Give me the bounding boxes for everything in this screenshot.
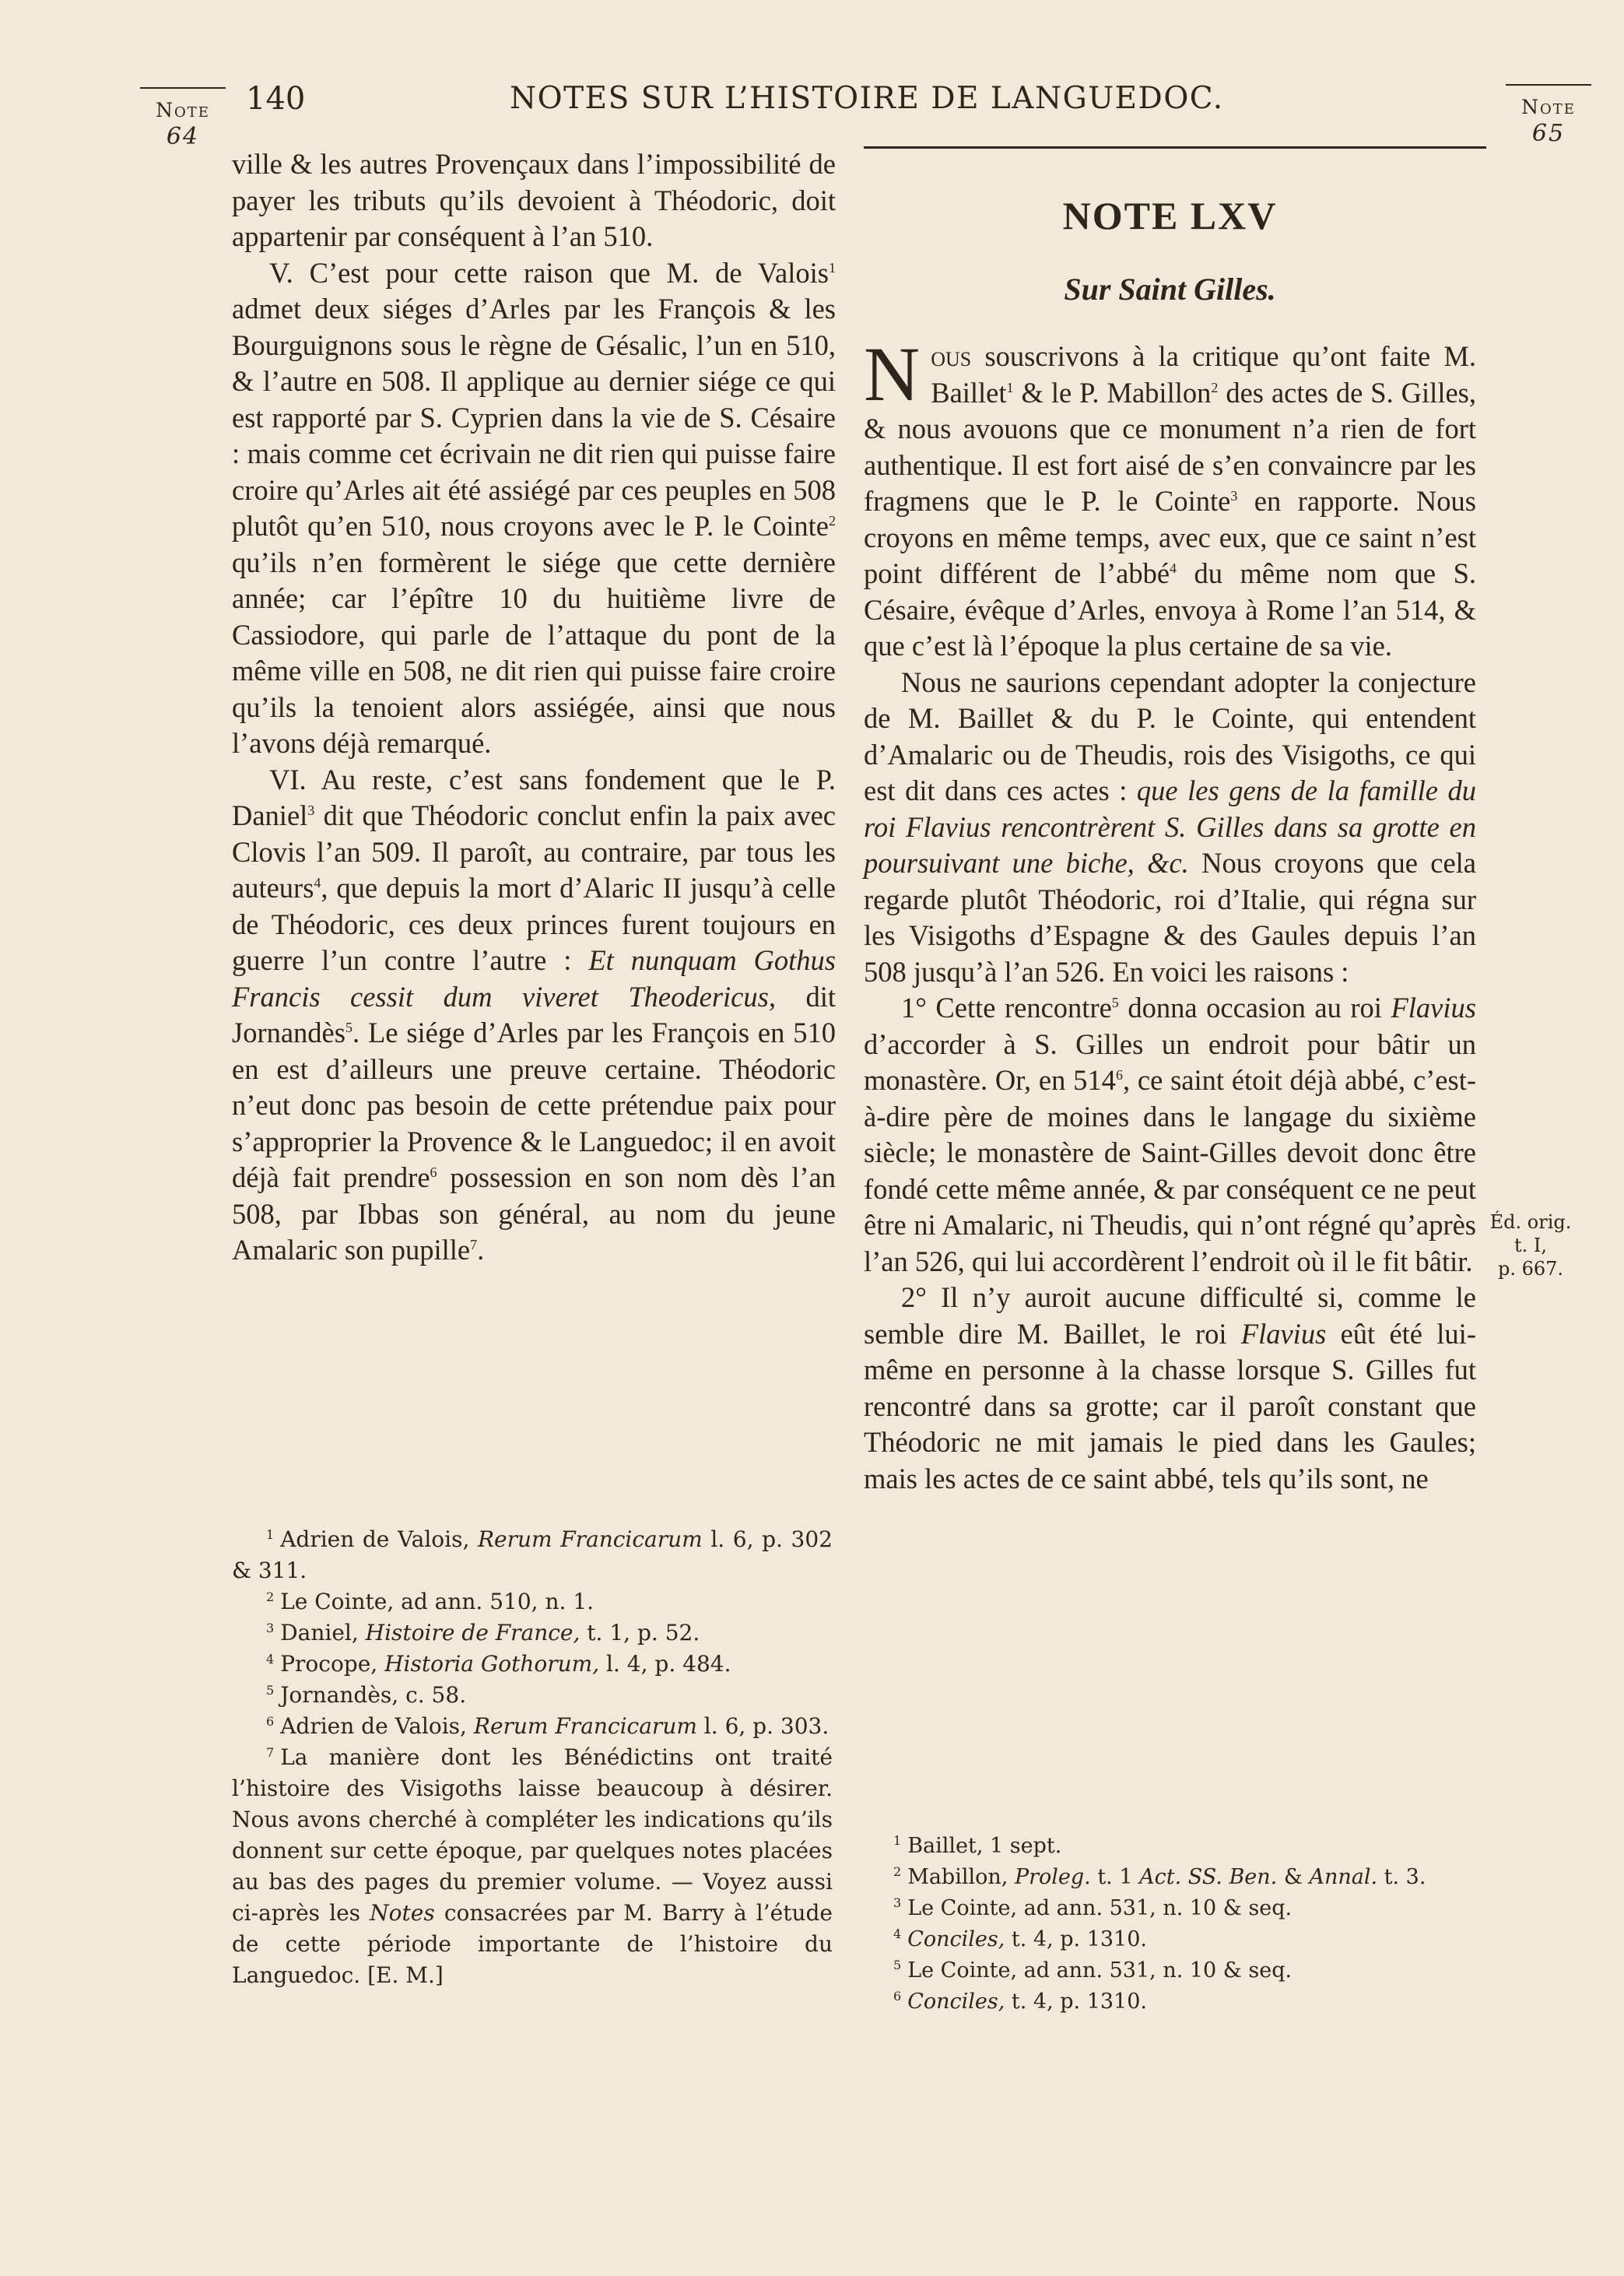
note-label: Note [1521,96,1576,118]
footnote-ref: 4 [314,874,321,890]
footnote: $^3$ Daniel, Histoire de France, t. 1, p. 52. [266,1620,700,1646]
footnote-ref: 2 [829,512,836,529]
note-heading: NOTE LXV [1062,194,1278,237]
margin-reference: Éd. orig. t. I, p. 667. [1489,1211,1572,1280]
left-column [232,146,836,1269]
note-tag-right [1502,84,1595,147]
footnote-ref: 6 [430,1164,437,1180]
footnote: $^5$ Le Cointe, ad ann. 531, n. 10 & seq. [893,1958,1293,1983]
paragraph: ville & les autres Provençaux dans l’impossibilité de payer les tributs qu’ils devoient à Théodoric, doit appartenir par conséquent à l’an 510. [232,148,836,252]
drop-cap: N [864,331,921,417]
left-footnotes [232,1524,833,1991]
right-column [864,146,1476,1497]
footnote: $^2$ Le Cointe, ad ann. 510, n. 1. [266,1589,595,1614]
footnote: $^7$ La manière dont les Bénédictins ont traité l’histoire des Visigoths laisse beaucoup à désirer. Nous avons cherché à compléter les indications qu’ils donnent sur cette époque, par quelques notes placées au bas des pages du premier volume. — Voyez aussi ci-après les Notes consacrées par M. Barry à l’étude de cette période importante de l’histoire du Languedoc. [E. M.] [232,1744,833,1988]
footnote-ref: 1 [829,259,836,276]
note-label: Note [156,99,210,121]
latin-quote: Et nunquam Gothus Francis cessit dum viveret Theodericus, [232,944,836,1013]
paragraph: Nous ne saurions cependant adopter la conjecture de M. Baillet & du P. le Cointe, qui entendent d’Amalaric ou de Theudis, rois des Visigoths, ce qui est dit dans ces actes : que les gens de la famille du roi Flavius rencontrèrent S. Gilles dans sa grotte en poursuivant une biche, &c. Nous croyons que cela regarde plutôt Théodoric, roi d’Italie, qui régna sur les Visigoths d’Espagne & des Gaules depuis l’an 508 jusqu’à l’an 526. En voici les raisons : [864,666,1476,988]
note-number: 65 [1531,119,1566,147]
paragraph: VI. Au reste, c’est sans fondement que le P. Daniel$^3$ dit que Théodoric conclut enfin la paix avec Clovis l’an 509. Il paroît, au contraire, par tous les auteurs$^4$, que depuis la mort d’Alaric II jusqu’à celle de Théodoric, ces deux princes furent toujours en guerre l’un contre l’autre : Et nunquam Gothus Francis cessit dum viveret Theodericus, dit Jornandès$^5$. Le siége d’Arles par les François en 510 en est d’ailleurs une preuve certaine. Théodoric n’eut donc pas besoin de cette prétendue paix pour s’approprier la Provence & le Languedoc; il en avoit déjà fait prendre$^6$ possession en son nom dès l’an 508, par Ibbas son général, au nom du jeune Amalaric son pupille$^7$. [232,763,836,1266]
footnote-ref: 5 [1111,994,1119,1010]
footnote: $^4$ Conciles, t. 4, p. 1310. [893,1927,1147,1951]
footnote: $^1$ Adrien de Valois, Rerum Francicarum l. 6, p. 302 & 311. [232,1526,833,1583]
note-tag-left [136,87,230,150]
running-title: NOTES SUR L’HISTOIRE DE LANGUEDOC. [510,81,1224,116]
footnote-ref: 3 [307,802,315,818]
note-tag-right-rule [1506,84,1591,86]
note-tag-left-rule [140,87,226,89]
paragraph: 1° Cette rencontre$^5$ donna occasion au roi Flavius d’accorder à S. Gilles un endroit pour bâtir un monastère. Or, en $514^6$, ce saint étoit déjà abbé, c’est-à-dire père de moines dans le langage du sixième siècle; le monastère de Saint-Gilles devoit donc être fondé cette même année, & par conséquent ce ne peut être ni Amalaric, ni Theudis, qui n’ont régné qu’après l’an 526, qui lui accordèrent l’endroit où il le fit bâtir. [864,992,1477,1277]
footnote-ref: 2 [1211,379,1219,395]
footnote-ref: 1 [1006,379,1014,395]
quotation: que les gens de la famille du roi Flavius rencontrèrent S. Gilles dans sa grotte en poursuivant une biche, &c. [864,774,1476,879]
header-rule [864,146,1486,149]
footnote: $^6$ Adrien de Valois, Rerum Francicarum l. 6, p. 303. [266,1713,830,1739]
footnote: $^4$ Procope, Historia Gothorum, l. 4, p. 484. [266,1651,731,1677]
paragraph: Nous souscrivons à la critique qu’ont faite M. Baillet$^1$ & le P. Mabillon$^2$ des actes de S. Gilles, & nous avouons que ce monument n’a rien de fort authentique. Il est fort aisé de s’en convaincre par les fragmens que le P. le Cointe$^3$ en rapporte. Nous croyons en même temps, avec eux, que ce saint n’est point différent de l’abbé$^4$ du même nom que S. Césaire, évêque d’Arles, envoya à Rome l’an 514, & que c’est là l’époque la plus certaine de sa vie. [864,331,1476,662]
footnote-ref: 4 [1170,560,1177,576]
footnote-ref: 5 [345,1019,353,1035]
footnote: $^5$ Jornandès, c. 58. [266,1682,467,1708]
footnote-ref: 6 [1115,1066,1123,1083]
footnote: $^1$ Baillet, 1 sept. [893,1833,1062,1858]
paragraph: 2° Il n’y auroit aucune difficulté si, comme le semble dire M. Baillet, le roi Flavius eût été lui-même en personne à la chasse lorsque S. Gilles fut rencontré dans sa grotte; car il paroît constant que Théodoric ne mit jamais le pied dans les Gaules; mais les actes de ce saint abbé, tels qu’ils sont, ne [864,1281,1476,1495]
right-footnotes [893,1831,1469,2018]
page-number: 140 [246,81,306,117]
footnote: $^3$ Le Cointe, ad ann. 531, n. 10 & seq. [893,1895,1293,1920]
footnote: $^2$ Mabillon, Proleg. t. 1 Act. SS. Ben. & Annal. t. 3. [893,1864,1426,1889]
footnote-ref: 3 [1230,487,1238,504]
note-number: 64 [166,122,200,150]
paragraph: V. C’est pour cette raison que M. de Valois$^1$ admet deux siéges d’Arles par les François & les Bourguignons sous le règne de Gésalic, l’un en 510, & l’autre en 508. Il applique au dernier siége ce qui est rapporté par S. Cyprien dans la vie de S. Césaire : mais comme cet écrivain ne dit rien qui puisse faire croire qu’Arles ait été assiégé par ces peuples en 508 plutôt qu’en 510, nous croyons avec le P. le Cointe$^2$ qu’ils n’en formèrent le siége que cette dernière année; car l’épître 10 du huitième livre de Cassiodore, qui parle de l’attaque du pont de la même ville en 508, ne dit rien qui puisse faire croire qu’ils la tenoient alors assiégée, ainsi que nous l’avons déjà remarqué. [232,256,836,759]
footnote: $^6$ Conciles, t. 4, p. 1310. [893,1989,1147,2014]
footnote-ref: 7 [470,1236,478,1252]
note-subtitle: Sur Saint Gilles. [1064,272,1276,307]
